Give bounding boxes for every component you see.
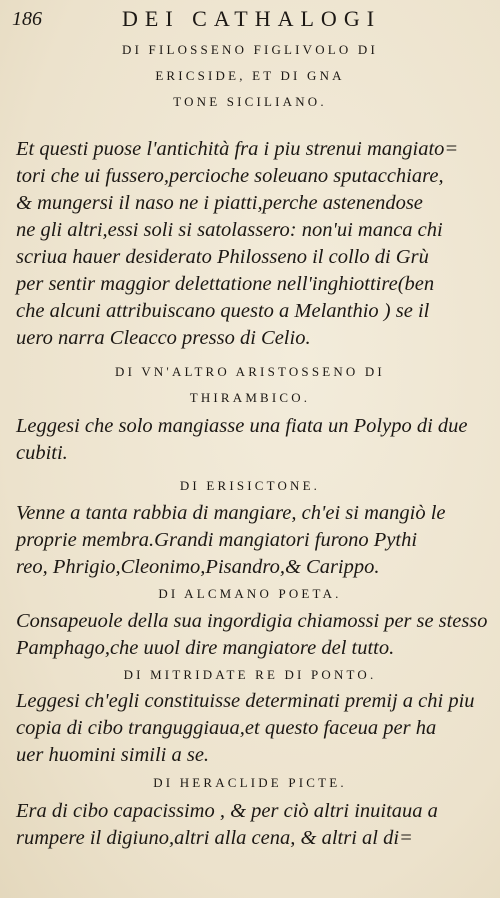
section-heading: DI MITRIDATE RE DI PONTO. xyxy=(123,667,377,682)
body-line: uero narra Cleacco presso di Celio. xyxy=(16,327,311,349)
body-line: copia di cibo tranguggiaua,et questo faceua per ha xyxy=(16,717,437,739)
body-line: ne gli altri,essi soli si satolassero: non'ui manca chi xyxy=(16,219,443,241)
body-line: Leggesi ch'egli constituisse determinati premij a chi piu xyxy=(16,690,475,712)
body-line: tori che ui fussero,percioche soleuano sputacchiare, xyxy=(16,165,444,187)
body-line: Venne a tanta rabbia di mangiare, ch'ei si mangiò le xyxy=(16,502,446,524)
body-line: proprie membra.Grandi mangiatori furono Pythi xyxy=(16,529,418,551)
body-line: rumpere il digiuno,altri alla cena, & altri al di= xyxy=(16,827,413,849)
section-heading: THIRAMBICO. xyxy=(189,390,311,405)
body-line: Et questi puose l'antichità fra i piu strenui mangiato= xyxy=(16,138,459,160)
body-line: Pamphago,che uuol dire mangiatore del tutto. xyxy=(16,637,395,659)
section-heading: DI VN'ALTRO ARISTOSSENO DI xyxy=(115,364,385,379)
section-heading: DI HERACLIDE PICTE. xyxy=(153,775,347,790)
body-line: & mungersi il naso ne i piatti,perche astenendose xyxy=(16,192,423,214)
section-heading: DI ERISICTONE. xyxy=(179,478,321,493)
body-line: scriua hauer desiderato Philosseno il collo di Grù xyxy=(16,246,429,268)
body-line: reo, Phrigio,Cleonimo,Pisandro,& Carippo. xyxy=(16,556,380,578)
body-line: uer huomini simili a se. xyxy=(16,744,210,766)
running-head: DEI CATHALOGI xyxy=(122,6,382,31)
page-header xyxy=(12,6,488,36)
page-number: 186 xyxy=(12,8,42,30)
section-heading: TONE SICILIANO. xyxy=(173,94,327,109)
section-heading: DI ALCMANO POETA. xyxy=(158,586,342,601)
body-line: per sentir maggior delettatione nell'inghiottire(ben xyxy=(16,273,435,295)
body-line: cubiti. xyxy=(16,442,68,464)
body-line: Leggesi che solo mangiasse una fiata un Polypo di due xyxy=(16,415,468,437)
section-heading: DI FILOSSENO FIGLIVOLO DI xyxy=(122,42,378,57)
body-line: che alcuni attribuiscano questo a Melanthio ) se il xyxy=(16,300,430,322)
body-line: Consapeuole della sua ingordigia chiamossi per se stesso xyxy=(16,610,488,632)
body-line: Era di cibo capacissimo , & per ciò altri inuitaua a xyxy=(16,800,438,822)
section-heading: ERICSIDE, ET DI GNA xyxy=(155,68,345,83)
